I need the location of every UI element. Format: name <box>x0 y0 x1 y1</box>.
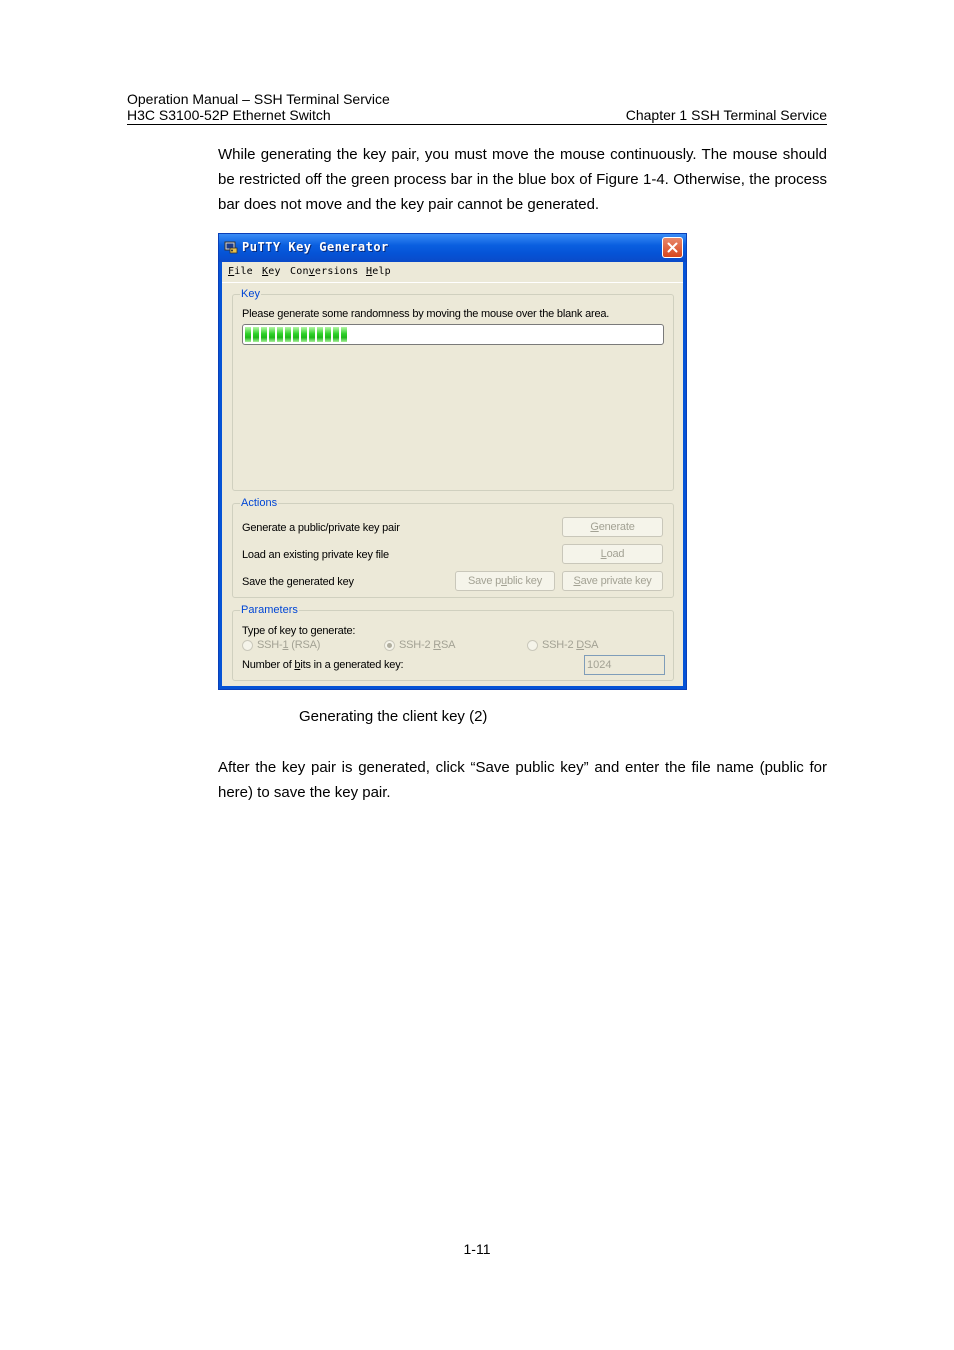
progress-fill <box>245 327 353 342</box>
window-frame-left <box>219 262 222 689</box>
actions-group-title: Actions <box>241 497 278 509</box>
close-button[interactable] <box>662 237 683 258</box>
menu-conversions[interactable]: Conversions <box>290 266 359 277</box>
header-manual-title: Operation Manual – SSH Terminal Service <box>127 91 390 107</box>
bits-label: Number of bits in a generated key: <box>242 659 404 671</box>
progress-segment <box>293 327 299 342</box>
page-number: 1-11 <box>463 1241 491 1257</box>
putty-keygen-icon <box>224 240 238 254</box>
radio-ssh1-label: SSH-1 (RSA) <box>257 639 321 651</box>
header-chapter: Chapter 1 SSH Terminal Service <box>625 107 827 123</box>
figure-caption: Generating the client key (2) <box>299 708 488 725</box>
paragraph-save: After the key pair is generated, click “Save public key” and enter the file name (public for here) to save the key pair. <box>218 759 827 801</box>
radio-ssh2-dsa-label: SSH-2 DSA <box>542 639 599 651</box>
menu-key[interactable]: Key <box>262 266 281 277</box>
progress-segment <box>261 327 267 342</box>
menu-help[interactable]: Help <box>366 266 391 277</box>
window-frame-right <box>683 262 686 689</box>
save-private-key-button[interactable]: Save private key <box>562 571 663 591</box>
progress-segment <box>245 327 251 342</box>
progress-segment <box>253 327 259 342</box>
load-label: Load an existing private key file <box>242 549 389 561</box>
radio-ssh2-rsa-label: SSH-2 RSA <box>399 639 456 651</box>
progress-segment <box>285 327 291 342</box>
progress-segment <box>301 327 307 342</box>
menu-file[interactable]: File <box>228 266 253 277</box>
radio-ssh2-rsa[interactable] <box>384 640 395 651</box>
parameters-group <box>232 604 674 681</box>
parameters-group-title: Parameters <box>241 604 298 616</box>
progress-segment <box>317 327 323 342</box>
radio-ssh1[interactable] <box>242 640 253 651</box>
randomness-progress-bar <box>242 324 664 345</box>
paragraph-intro: While generating the key pair, you must move the mouse continuously. The mouse should be restricted off the green process bar in the blue box of Figure 1-4. Otherwise, the process bar does not move and the key pair cannot be generated. <box>218 146 827 213</box>
progress-segment <box>309 327 315 342</box>
menu-bar <box>222 262 683 283</box>
key-type-label: Type of key to generate: <box>242 625 356 637</box>
key-group-title: Key <box>241 288 260 300</box>
save-public-key-button[interactable]: Save public key <box>455 571 555 591</box>
randomness-instruction: Please generate some randomness by moving the mouse over the blank area. <box>242 308 610 320</box>
load-button[interactable]: Load <box>562 544 663 564</box>
progress-segment <box>277 327 283 342</box>
progress-segment <box>325 327 331 342</box>
generate-label: Generate a public/private key pair <box>242 522 400 534</box>
header-rule <box>127 124 827 125</box>
progress-segment <box>333 327 339 342</box>
actions-group <box>232 497 674 598</box>
save-label: Save the generated key <box>242 576 354 588</box>
putty-key-generator-window <box>218 233 687 690</box>
progress-segment <box>341 327 347 342</box>
title-bar[interactable] <box>219 234 686 262</box>
radio-ssh2-dsa[interactable] <box>527 640 538 651</box>
key-group[interactable] <box>232 288 674 491</box>
bits-input[interactable]: 1024 <box>584 655 665 675</box>
progress-segment <box>269 327 275 342</box>
generate-button[interactable]: Generate <box>562 517 663 537</box>
window-title: PuTTY Key Generator <box>242 240 389 254</box>
header-product: H3C S3100-52P Ethernet Switch <box>127 107 331 123</box>
window-frame-bottom <box>219 686 686 689</box>
